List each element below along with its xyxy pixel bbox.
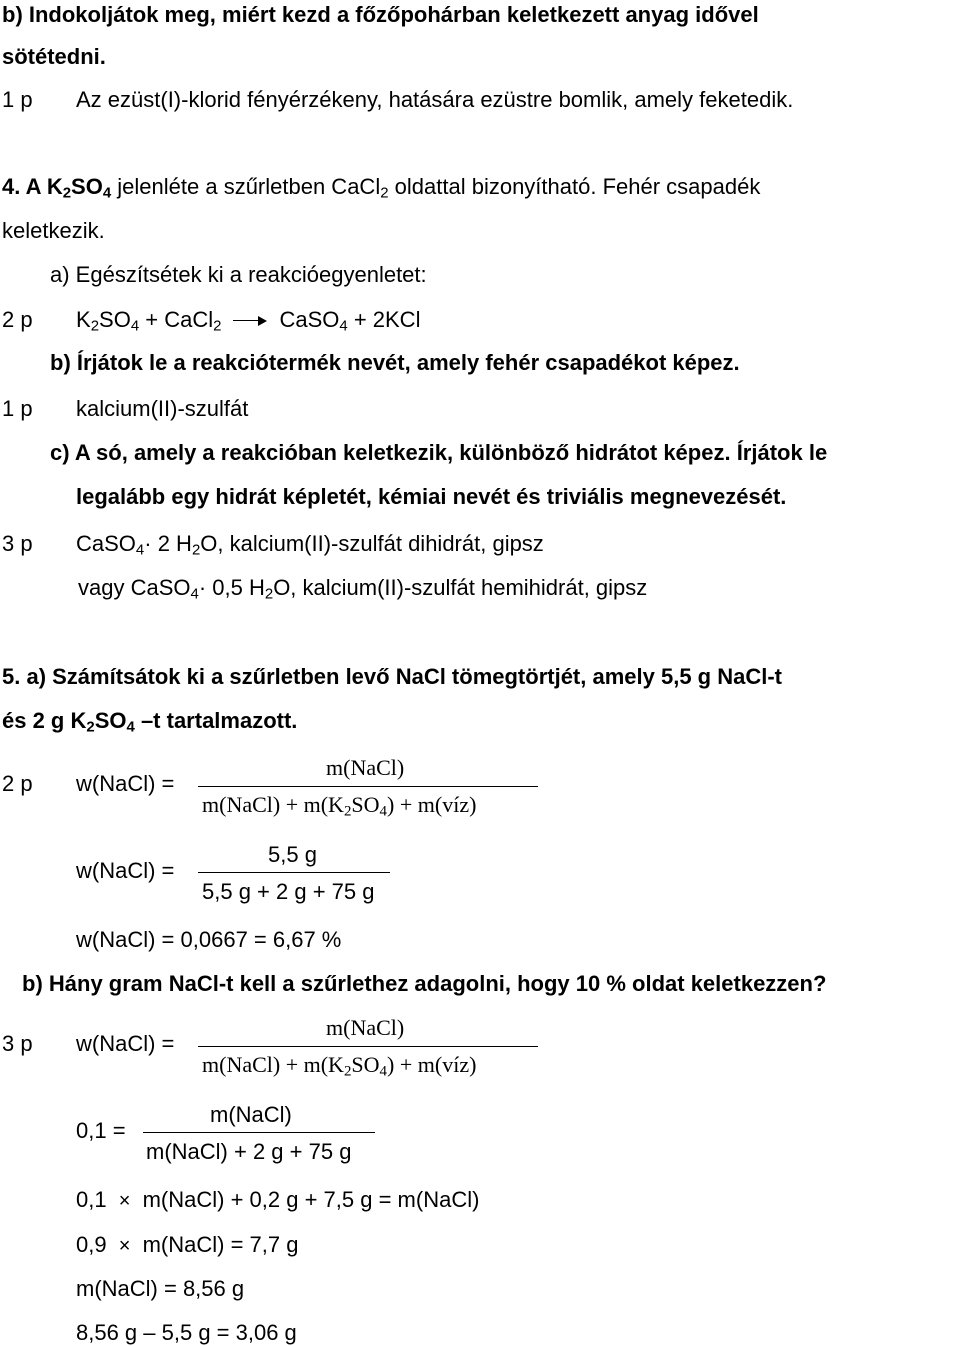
q5b-heading: b) Hány gram NaCl-t kell a szűrlethez adagolni, hogy 10 % oldat keletkezzen? [22,971,827,996]
w-nacl-label-2: w(NaCl) = [76,858,175,883]
q4a-heading: a) Egészítsétek ki a reakcióegyenletet: [50,262,427,287]
q5a-heading-line2: és 2 g $K_2SO_4$ –t tartalmazott. [2,708,298,736]
q4b-answer: kalcium(II)-szulfát [76,396,249,421]
reaction-arrow-icon [233,315,267,327]
q3b-answer: Az ezüst(I)-klorid fényérzékeny, hatására ezüstre bomlik, amely feketedik. [76,87,794,112]
q5a-points: 2 p [2,771,33,796]
q5b-line3: m(NaCl) = 8,56 g [76,1276,245,1301]
frac1-denominator: m(NaCl) + $m(K_2SO_4)$ + m(víz) [202,792,477,820]
q4b-heading: b) Írjátok le a reakciótermék nevét, amely fehér csapadékot képez. [50,350,740,375]
frac3-numerator: m(NaCl) [326,1015,405,1040]
q4c-answer2: vagy CaSO$_4$· 0,5 $H_2O$, kalcium(II)-szulfát hemihidrát, gipsz [78,575,648,603]
frac4-bar [143,1132,375,1133]
multiply-icon: × [118,1235,131,1257]
q4-intro-line1: 4. A $K_2SO_4$ jelenléte a szűrletben CaCl$_2$ oldattal bizonyítható. Fehér csapadék [2,174,761,202]
q3b-points: 1 p [2,87,33,112]
multiply-icon: × [118,1190,131,1212]
frac4-numerator: m(NaCl) [210,1102,292,1127]
q4a-equation: $K_2SO_4$ + CaCl$_2$ CaSO$_4$ + 2KCl [76,307,421,335]
q4c-answer1: CaSO$_4$· 2 $H_2O$, kalcium(II)-szulfát dihidrát, gipsz [76,531,544,559]
q4-intro-line2: keletkezik. [2,218,105,243]
q5b-line4: 8,56 g – 5,5 g = 3,06 g [76,1320,297,1345]
q4a-points: 2 p [2,307,33,332]
q5b-points: 3 p [2,1031,33,1056]
q4b-points: 1 p [2,396,33,421]
frac2-numerator: 5,5 g [268,842,317,867]
q5b-line2: 0,9 × m(NaCl) = 7,7 g [76,1232,299,1257]
frac2-denominator: 5,5 g + 2 g + 75 g [202,879,375,904]
q5a-heading-line1: 5. a) Számítsátok ki a szűrletben levő NaCl tömegtörtjét, amely 5,5 g NaCl-t [2,664,783,689]
frac1-numerator: m(NaCl) [326,755,405,780]
q3b-heading-line2: sötétedni. [2,44,106,69]
q4c-heading-line1: c) A só, amely a reakcióban keletkezik, különböző hidrátot képez. Írjátok le [50,440,828,465]
w-nacl-label: w(NaCl) = [76,771,175,796]
frac2-bar [198,872,390,873]
q4c-heading-line2: legalább egy hidrát képletét, kémiai nevét és triviális megnevezését. [76,484,787,509]
q5a-result: w(NaCl) = 0,0667 = 6,67 % [76,927,342,952]
q5b-line1: 0,1 × m(NaCl) + 0,2 g + 7,5 g = m(NaCl) [76,1187,480,1212]
frac1-bar [198,786,538,787]
q3b-heading-line1: b) Indokoljátok meg, miért kezd a főzőpohárban keletkezett anyag idővel [2,2,759,27]
q5b-01-label: 0,1 = [76,1118,126,1143]
q4c-points: 3 p [2,531,33,556]
w-nacl-label-3: w(NaCl) = [76,1031,175,1056]
frac3-denominator: m(NaCl) + $m(K_2SO_4)$ + m(víz) [202,1052,477,1080]
frac3-bar [198,1046,538,1047]
frac4-denominator: m(NaCl) + 2 g + 75 g [146,1139,352,1164]
